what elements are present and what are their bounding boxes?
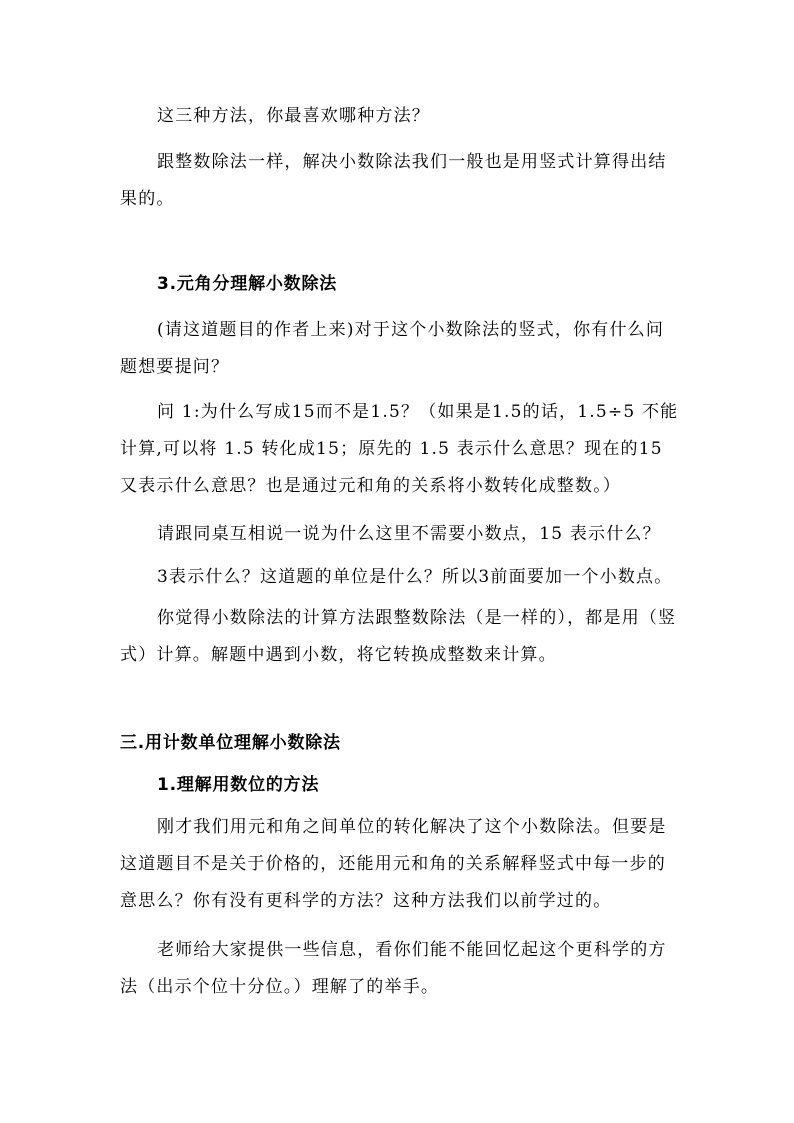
paragraph-discuss-with-partner: 请跟同桌互相说一说为什么这里不需要小数点，15 表示什么？ xyxy=(157,524,661,544)
paragraph-decimal-point: 3表示什么？这道题的单位是什么？所以3前面要加一个小数点。 xyxy=(157,567,673,587)
paragraph-teacher-information: 老师给大家提供一些信息，看你们能不能回忆起这个更科学的方法（出示个位十分位。）理解了的举手。 xyxy=(120,940,667,997)
chapter-heading-counting-units: 三.用计数单位理解小数除法 xyxy=(120,733,341,753)
paragraph-favorite-method: 这三种方法，你最喜欢哪种方法？ xyxy=(157,106,430,126)
paragraph-question-one: 问 1:为什么写成15而不是1.5？（如果是1.5的话，1.5÷5 不能计算,可以将 1.5 转化成15；原先的 1.5 表示什么意思？现在的15又表示什么意思？也是通过元和角的关系将小数转化成整数。） xyxy=(120,402,679,496)
paragraph-author-question: (请这道题目的作者上来)对于这个小数除法的竖式，你有什么问题想要提问？ xyxy=(120,320,665,377)
section-heading-yuan-jiao-fen: 3.元角分理解小数除法 xyxy=(157,274,338,294)
paragraph-calculation-summary: 你觉得小数除法的计算方法跟整数除法（是一样的），都是用（竖式）计算。解题中遇到小数，将它转换成整数来计算。 xyxy=(120,608,677,665)
section-heading-place-value: 1.理解用数位的方法 xyxy=(157,775,320,795)
paragraph-scientific-method: 刚才我们用元和角之间单位的转化解决了这个小数除法。但要是这道题目不是关于价格的，还能用元和角的关系解释竖式中每一步的意思么？你有没有更科学的方法？这种方法我们以前学过的。 xyxy=(120,817,667,911)
paragraph-vertical-calculation: 跟整数除法一样，解决小数除法我们一般也是用竖式计算得出结果的。 xyxy=(120,152,667,209)
